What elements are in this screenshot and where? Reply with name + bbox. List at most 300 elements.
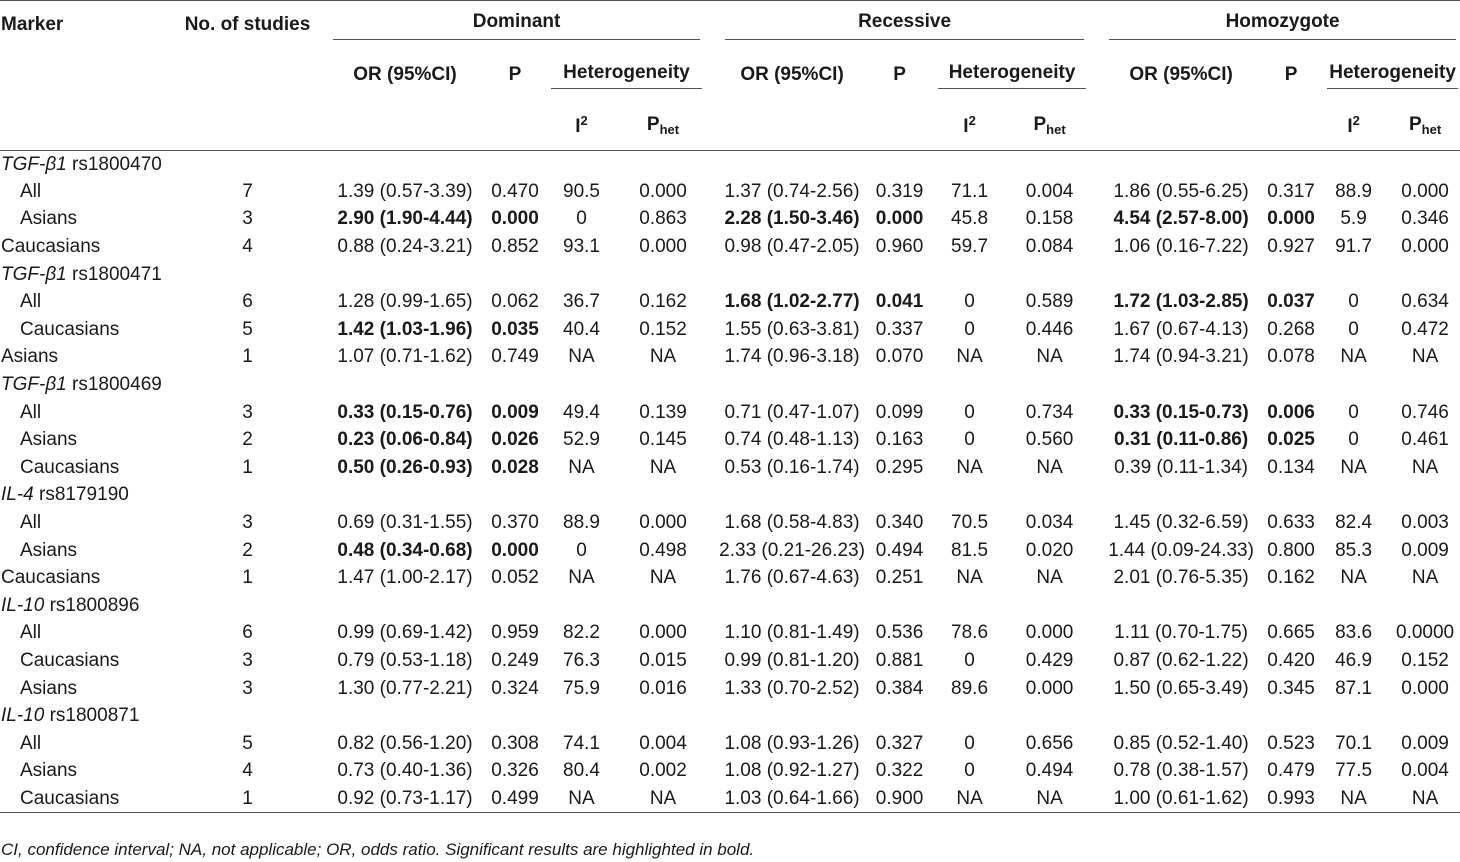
phet-value: 0.009	[1401, 539, 1449, 561]
i2-value: 70.5	[951, 512, 989, 534]
header-dominant: Dominant	[325, 1, 708, 50]
study-count: 7	[242, 180, 253, 202]
header-or-dominant: OR (95%CI)	[353, 64, 457, 85]
header-recessive: Recessive	[717, 1, 1092, 50]
i2-value: 71.1	[951, 180, 989, 202]
study-count: 4	[242, 236, 253, 258]
i2-value: 89.6	[951, 677, 989, 699]
table-row	[0, 675, 1460, 703]
phet-value: 0.016	[639, 677, 687, 699]
phet-value: 0.152	[639, 318, 687, 340]
or-value: 2.28 (1.50-3.46)	[724, 208, 860, 230]
or-value: 1.68 (0.58-4.83)	[724, 512, 860, 534]
marker-label: IL-10 rs1800871	[1, 705, 140, 727]
p-value: 0.308	[491, 732, 539, 754]
or-value: 1.47 (1.00-2.17)	[337, 567, 473, 589]
phet-value: 0.000	[639, 180, 687, 202]
phet-value: 0.000	[639, 236, 687, 258]
phet-value: 0.162	[639, 291, 687, 313]
i2-value: NA	[956, 456, 983, 478]
phet-value: 0.000	[1401, 236, 1449, 258]
i2-value: 75.9	[563, 677, 600, 699]
i2-value: 49.4	[563, 401, 600, 423]
phet-value: 0.000	[1025, 677, 1074, 699]
table-row	[0, 564, 1460, 592]
study-count: 3	[242, 208, 253, 230]
study-count: 3	[242, 401, 253, 423]
population-label: Asians	[20, 760, 78, 782]
i2-value: 0	[964, 732, 975, 754]
i2-value: 88.9	[563, 512, 600, 534]
header-or-recessive: OR (95%CI)	[740, 64, 844, 85]
phet-value: 0.034	[1025, 512, 1074, 534]
table-row	[0, 758, 1460, 786]
table-row	[0, 730, 1460, 758]
i2-value: 78.6	[951, 622, 989, 644]
population-label: All	[20, 512, 42, 534]
p-value: 0.324	[491, 677, 539, 699]
i2-value: 93.1	[563, 236, 600, 258]
table-row	[0, 316, 1460, 344]
phet-value: 0.004	[639, 732, 687, 754]
i2-value: 91.7	[1335, 236, 1373, 258]
i2-value: NA	[956, 346, 983, 368]
phet-value: 0.003	[1401, 512, 1449, 534]
i2-value: 80.4	[563, 760, 600, 782]
phet-value: 0.446	[1025, 318, 1074, 340]
i2-value: 0	[1348, 429, 1359, 451]
phet-value: 0.000	[1401, 180, 1449, 202]
or-value: 1.10 (0.81-1.49)	[724, 622, 860, 644]
phet-value: 0.000	[1401, 677, 1449, 699]
or-value: 1.74 (0.94-3.21)	[1113, 346, 1249, 368]
table-row	[0, 399, 1460, 427]
table-row	[0, 454, 1460, 482]
study-count: 6	[242, 622, 253, 644]
population-label: Caucasians	[20, 649, 120, 671]
study-count: 2	[242, 429, 253, 451]
header-studies: No. of studies	[184, 14, 311, 36]
p-value: 0.162	[1267, 567, 1315, 589]
study-count: 1	[242, 567, 253, 589]
p-value: 0.420	[1267, 649, 1315, 671]
or-value: 1.44 (0.09-24.33)	[1108, 539, 1254, 561]
or-value: 0.39 (0.11-1.34)	[1114, 456, 1248, 478]
or-value: 2.90 (1.90-4.44)	[337, 208, 473, 230]
i2-value: 59.7	[951, 236, 989, 258]
phet-value: 0.015	[639, 649, 687, 671]
p-value: 0.163	[875, 429, 924, 451]
study-count: 3	[242, 677, 253, 699]
or-value: 0.33 (0.15-0.73)	[1113, 401, 1249, 423]
i2-value: 40.4	[563, 318, 600, 340]
p-value: 0.337	[875, 318, 924, 340]
p-value: 0.927	[1267, 236, 1315, 258]
i2-value: NA	[568, 456, 595, 478]
header-i2: $I^2$	[545, 101, 618, 151]
study-count: 3	[242, 649, 253, 671]
header-p-recessive: P	[893, 64, 906, 85]
p-value: 0.322	[875, 760, 924, 782]
p-value: 0.070	[875, 346, 924, 368]
i2-value: NA	[1340, 567, 1367, 589]
population-label: Asians	[20, 429, 78, 451]
i2-value: 0	[1348, 291, 1359, 313]
phet-value: 0.656	[1025, 732, 1074, 754]
i2-value: NA	[956, 567, 983, 589]
phet-value: 0.0000	[1396, 622, 1455, 644]
or-value: 0.73 (0.40-1.36)	[337, 760, 473, 782]
p-value: 0.000	[875, 208, 924, 230]
phet-value: NA	[1036, 456, 1063, 478]
phet-value: 0.472	[1401, 318, 1449, 340]
i2-value: 45.8	[951, 208, 989, 230]
or-value: 1.74 (0.96-3.18)	[724, 346, 860, 368]
i2-value: 0	[964, 429, 975, 451]
p-value: 0.852	[491, 236, 539, 258]
phet-value: NA	[1386, 785, 1460, 813]
population-label: Caucasians	[1, 567, 101, 589]
header-phet: $P_{het}$	[618, 101, 708, 151]
p-value: 0.000	[1267, 208, 1315, 230]
p-value: 0.026	[491, 429, 539, 451]
p-value: 0.900	[867, 785, 932, 813]
study-count: 3	[242, 512, 253, 534]
p-value: 0.327	[875, 732, 924, 754]
or-value: 1.03 (0.64-1.66)	[717, 785, 867, 813]
p-value: 0.251	[875, 567, 924, 589]
phet-value: 0.000	[639, 622, 687, 644]
or-value: 4.54 (2.57-8.00)	[1113, 208, 1249, 230]
p-value: 0.749	[491, 346, 539, 368]
phet-value: 0.589	[1025, 291, 1074, 313]
p-value: 0.041	[875, 291, 924, 313]
or-value: 1.55 (0.63-3.81)	[724, 318, 860, 340]
or-value: 1.33 (0.70-2.52)	[724, 677, 860, 699]
study-count: 1	[170, 785, 325, 813]
or-value: 0.74 (0.48-1.13)	[724, 429, 860, 451]
p-value: 0.000	[491, 539, 539, 561]
p-value: 0.317	[1267, 180, 1315, 202]
p-value: 0.384	[875, 677, 924, 699]
or-value: 1.08 (0.92-1.27)	[724, 760, 860, 782]
or-value: 1.30 (0.77-2.21)	[337, 677, 473, 699]
i2-value: 74.1	[563, 732, 600, 754]
phet-value: 0.863	[639, 208, 687, 230]
table-row	[0, 537, 1460, 565]
phet-value: NA	[1036, 346, 1063, 368]
marker-label: TGF-β1 rs1800470	[1, 153, 162, 175]
phet-value: NA	[1411, 346, 1439, 368]
or-value: 0.33 (0.15-0.76)	[337, 401, 473, 423]
phet-value: 0.746	[1401, 401, 1449, 423]
population-label: Caucasians	[20, 318, 120, 340]
i2-value: 36.7	[563, 291, 600, 313]
p-value: 0.134	[1267, 456, 1315, 478]
or-value: 1.37 (0.74-2.56)	[724, 180, 860, 202]
i2-value: 76.3	[563, 649, 600, 671]
phet-value: 0.000	[1025, 622, 1074, 644]
or-value: 1.39 (0.57-3.39)	[337, 180, 473, 202]
or-value: 1.28 (0.99-1.65)	[337, 291, 473, 313]
phet-value: NA	[649, 456, 677, 478]
or-value: 0.79 (0.53-1.18)	[337, 649, 473, 671]
i2-value: 83.6	[1335, 622, 1373, 644]
or-value: 1.67 (0.67-4.13)	[1113, 318, 1249, 340]
i2-value: NA	[1321, 785, 1386, 813]
p-value: 0.370	[491, 512, 539, 534]
p-value: 0.633	[1267, 512, 1315, 534]
i2-value: 46.9	[1335, 649, 1373, 671]
or-value: 0.99 (0.81-1.20)	[724, 649, 860, 671]
table-row	[0, 647, 1460, 675]
i2-value: 52.9	[563, 429, 600, 451]
study-count: 5	[242, 732, 253, 754]
or-value: 0.71 (0.47-1.07)	[724, 401, 860, 423]
i2-value: 5.9	[1340, 208, 1367, 230]
or-value: 0.69 (0.31-1.55)	[337, 512, 473, 534]
header-het-homozygote: Heterogeneity	[1321, 50, 1460, 101]
header-homozygote: Homozygote	[1101, 1, 1460, 50]
or-value: 1.07 (0.71-1.62)	[337, 346, 473, 368]
p-value: 0.062	[491, 291, 539, 313]
p-value: 0.523	[1267, 732, 1315, 754]
or-value: 0.88 (0.24-3.21)	[337, 236, 473, 258]
study-count: 2	[242, 539, 253, 561]
table-row	[0, 620, 1460, 648]
or-value: 0.23 (0.06-0.84)	[337, 429, 473, 451]
or-value: 1.72 (1.03-2.85)	[1113, 291, 1249, 313]
p-value: 0.536	[875, 622, 924, 644]
i2-value: 81.5	[951, 539, 989, 561]
p-value: 0.099	[875, 401, 924, 423]
phet-value: 0.634	[1401, 291, 1449, 313]
header-het-dominant: Heterogeneity	[545, 50, 708, 101]
or-value: 1.00 (0.61-1.62)	[1101, 785, 1261, 813]
or-value: 0.78 (0.38-1.57)	[1113, 760, 1249, 782]
p-value: 0.009	[491, 401, 539, 423]
phet-value: 0.461	[1401, 429, 1449, 451]
header-p-homozygote: P	[1284, 64, 1298, 85]
header-marker: Marker	[1, 14, 64, 36]
phet-value: 0.560	[1025, 429, 1074, 451]
or-value: 1.42 (1.03-1.96)	[337, 318, 473, 340]
p-value: 0.479	[1267, 760, 1315, 782]
phet-value: 0.020	[1025, 539, 1074, 561]
i2-value: 82.2	[563, 622, 600, 644]
population-label: All	[20, 401, 42, 423]
header-p-dominant: P	[508, 64, 522, 85]
p-value: 0.319	[875, 180, 924, 202]
or-value: 0.82 (0.56-1.20)	[337, 732, 473, 754]
or-value: 0.53 (0.16-1.74)	[724, 456, 860, 478]
i2-value: 85.3	[1335, 539, 1373, 561]
phet-value: 0.000	[639, 512, 687, 534]
marker-label: IL-4 rs8179190	[1, 484, 129, 506]
table-body	[0, 151, 1460, 813]
i2-value: 90.5	[563, 180, 600, 202]
study-count: 6	[242, 291, 253, 313]
i2-value: 0	[1348, 318, 1359, 340]
i2-value: NA	[568, 567, 595, 589]
phet-value: 0.002	[639, 760, 687, 782]
phet-value: 0.004	[1401, 760, 1449, 782]
study-count: 4	[242, 760, 253, 782]
phet-value: NA	[1411, 456, 1439, 478]
i2-value: 87.1	[1335, 677, 1373, 699]
i2-value: NA	[1340, 346, 1367, 368]
table-row	[0, 509, 1460, 537]
footnote: CI, confidence interval; NA, not applicable; OR, odds ratio. Significant results are highlighted in bold.	[1, 840, 755, 859]
phet-value: 0.346	[1401, 208, 1449, 230]
phet-value: NA	[1411, 567, 1439, 589]
or-value: 1.11 (0.70-1.75)	[1114, 622, 1248, 644]
table-row	[0, 344, 1460, 372]
p-value: 0.326	[491, 760, 539, 782]
population-label: Asians	[1, 346, 59, 368]
or-value: 1.86 (0.55-6.25)	[1113, 180, 1249, 202]
marker-label: TGF-β1 rs1800469	[1, 374, 162, 396]
or-value: 0.99 (0.69-1.42)	[337, 622, 473, 644]
marker-row	[0, 261, 1460, 289]
or-value: 1.50 (0.65-3.49)	[1113, 677, 1249, 699]
or-value: 1.06 (0.16-7.22)	[1113, 236, 1249, 258]
i2-value: 0	[576, 208, 587, 230]
p-value: 0.028	[491, 456, 539, 478]
table-row	[0, 206, 1460, 234]
or-value: 2.33 (0.21-26.23)	[719, 539, 865, 561]
i2-value: 0	[964, 318, 975, 340]
i2-value: NA	[568, 346, 595, 368]
header-het-recessive: Heterogeneity	[932, 50, 1092, 101]
phet-value: 0.498	[639, 539, 687, 561]
marker-row	[0, 371, 1460, 399]
p-value: 0.037	[1267, 291, 1315, 313]
or-value: 0.87 (0.62-1.22)	[1113, 649, 1249, 671]
p-value: 0.345	[1267, 677, 1315, 699]
study-count: 1	[242, 456, 253, 478]
i2-value: 0	[964, 401, 975, 423]
phet-value: 0.004	[1025, 180, 1074, 202]
p-value: 0.000	[491, 208, 539, 230]
population-label: All	[20, 622, 42, 644]
phet-value: 0.494	[1025, 760, 1074, 782]
or-value: 0.92 (0.73-1.17)	[325, 785, 485, 813]
p-value: 0.006	[1267, 401, 1315, 423]
or-value: 0.50 (0.26-0.93)	[337, 456, 473, 478]
or-value: 0.31 (0.11-0.86)	[1114, 429, 1249, 451]
i2-value: 82.4	[1335, 512, 1373, 534]
i2-value: 0	[576, 539, 587, 561]
header-i2: $I^2$	[932, 101, 1007, 151]
p-value: 0.494	[875, 539, 924, 561]
i2-value: 88.9	[1335, 180, 1373, 202]
population-label: All	[20, 180, 42, 202]
p-value: 0.340	[875, 512, 924, 534]
study-count: 1	[242, 346, 253, 368]
marker-label: IL-10 rs1800896	[1, 594, 140, 616]
header-phet: $P_{het}$	[1386, 101, 1460, 151]
i2-value: NA	[1340, 456, 1367, 478]
p-value: 0.470	[491, 180, 539, 202]
or-value: 0.98 (0.47-2.05)	[724, 236, 860, 258]
p-value: 0.078	[1267, 346, 1315, 368]
i2-value: 0	[964, 760, 975, 782]
phet-value: 0.145	[639, 429, 687, 451]
table-row	[0, 233, 1460, 261]
p-value: 0.268	[1267, 318, 1315, 340]
phet-value: 0.429	[1025, 649, 1074, 671]
p-value: 0.295	[875, 456, 924, 478]
population-label: Caucasians	[20, 456, 120, 478]
phet-value: NA	[1036, 567, 1063, 589]
or-value: 0.48 (0.34-0.68)	[337, 539, 473, 561]
p-value: 0.960	[875, 236, 924, 258]
phet-value: 0.084	[1025, 236, 1074, 258]
phet-value: 0.152	[1401, 649, 1449, 671]
table-row	[0, 178, 1460, 206]
header-or-homozygote: OR (95%CI)	[1129, 64, 1233, 85]
p-value: 0.800	[1267, 539, 1315, 561]
marker-row	[0, 592, 1460, 620]
marker-label: TGF-β1 rs1800471	[1, 263, 162, 285]
phet-value: NA	[1007, 785, 1092, 813]
p-value: 0.993	[1261, 785, 1321, 813]
phet-value: 0.139	[639, 401, 687, 423]
i2-value: 0	[964, 291, 975, 313]
or-value: 1.08 (0.93-1.26)	[724, 732, 860, 754]
phet-value: 0.009	[1401, 732, 1449, 754]
phet-value: NA	[618, 785, 708, 813]
population-label: Asians	[20, 677, 78, 699]
or-value: 0.85 (0.52-1.40)	[1113, 732, 1249, 754]
p-value: 0.881	[875, 649, 924, 671]
population-label: Caucasians	[0, 785, 170, 813]
p-value: 0.665	[1267, 622, 1315, 644]
i2-value: 0	[1348, 401, 1359, 423]
p-value: 0.249	[491, 649, 539, 671]
population-label: Caucasians	[1, 236, 101, 258]
study-count: 5	[242, 318, 253, 340]
population-label: Asians	[20, 539, 78, 561]
population-label: All	[20, 732, 42, 754]
population-label: Asians	[20, 208, 78, 230]
i2-value: NA	[545, 785, 618, 813]
or-value: 2.01 (0.76-5.35)	[1113, 567, 1249, 589]
p-value: 0.499	[485, 785, 545, 813]
p-value: 0.052	[491, 567, 539, 589]
phet-value: NA	[649, 567, 677, 589]
i2-value: NA	[932, 785, 1007, 813]
p-value: 0.035	[491, 318, 539, 340]
i2-value: 0	[964, 649, 975, 671]
p-value: 0.025	[1267, 429, 1315, 451]
header-i2: $I^2$	[1321, 101, 1386, 151]
table-row	[0, 426, 1460, 454]
table-row	[0, 288, 1460, 316]
header-phet: $P_{het}$	[1007, 101, 1092, 151]
i2-value: 77.5	[1335, 760, 1373, 782]
population-label: All	[20, 291, 42, 313]
marker-row	[0, 482, 1460, 510]
i2-value: 70.1	[1335, 732, 1373, 754]
or-value: 1.45 (0.32-6.59)	[1113, 512, 1249, 534]
phet-value: 0.158	[1025, 208, 1074, 230]
or-value: 1.68 (1.02-2.77)	[724, 291, 860, 313]
p-value: 0.959	[491, 622, 539, 644]
marker-row	[0, 702, 1460, 730]
marker-row	[0, 151, 1460, 179]
